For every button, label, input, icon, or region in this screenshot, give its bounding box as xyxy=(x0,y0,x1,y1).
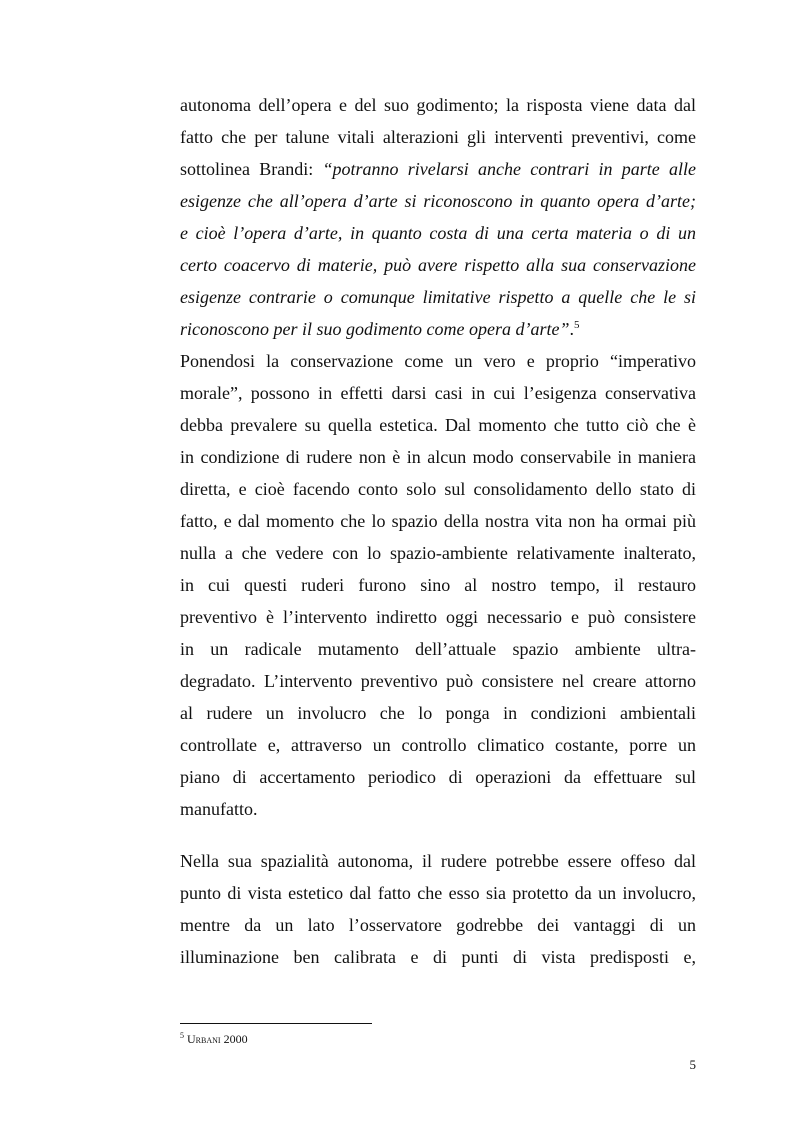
body-line: illuminazione ben calibrata e di punti di vista predisposti e, xyxy=(180,947,696,967)
body-line: controllate e, attraverso un controllo climatico costante, porre un xyxy=(180,735,696,755)
body-line: piano di accertamento periodico di operazioni da effettuare sul xyxy=(180,767,696,787)
body-line: fatto che per talune vitali alterazioni gli interventi preventivi, come xyxy=(180,127,696,147)
body-line: morale”, possono in effetti darsi casi in cui l’esigenza conservativa xyxy=(180,383,696,403)
body-line: punto di vista estetico dal fatto che esso sia protetto da un involucro, xyxy=(180,883,696,903)
footnote-number: 5 xyxy=(180,1031,184,1040)
footnote-reference: 5 xyxy=(573,319,580,331)
body-line: preventivo è l’intervento indiretto oggi necessario e può consistere xyxy=(180,607,696,627)
body-line: nulla a che vedere con lo spazio-ambiente relativamente inalterato, xyxy=(180,543,696,563)
footnote-year: 2000 xyxy=(223,1032,248,1046)
body-line: Ponendosi la conservazione come un vero e proprio “imperativo xyxy=(180,351,696,371)
quotation-line xyxy=(180,318,696,340)
body-line: in un radicale mutamento dell’attuale spazio ambiente ultra- xyxy=(180,639,696,659)
quotation-line: esigenze contrarie o comunque limitative rispetto a quelle che le si xyxy=(180,287,696,307)
footnote-author: Urbani xyxy=(187,1032,221,1046)
body-line: in condizione di rudere non è in alcun modo conservabile in maniera xyxy=(180,447,696,467)
body-line: Nella sua spazialità autonoma, il rudere potrebbe essere offeso dal xyxy=(180,851,696,871)
body-text: sottolinea Brandi: xyxy=(180,159,323,179)
body-line: autonoma dell’opera e del suo godimento; la risposta viene data dal xyxy=(180,95,696,115)
body-line: diretta, e cioè facendo conto solo sul consolidamento dello stato di xyxy=(180,479,696,499)
quotation-text: “potranno rivelarsi anche contrari in parte alle xyxy=(322,159,697,179)
body-text: . xyxy=(569,319,574,339)
page-number: 5 xyxy=(689,1057,696,1072)
quotation-text: riconoscono per il suo godimento come opera d’arte” xyxy=(180,319,570,339)
body-line: manufatto. xyxy=(180,799,258,819)
quotation-line: certo coacervo di materie, può avere rispetto alla sua conservazione xyxy=(180,255,696,275)
quotation-line: e cioè l’opera d’arte, in quanto costa di una certa materia o di un xyxy=(180,223,696,243)
quotation-line: esigenze che all’opera d’arte si riconoscono in quanto opera d’arte; xyxy=(180,191,696,211)
body-line: fatto, e dal momento che lo spazio della nostra vita non ha ormai più xyxy=(180,511,696,531)
footnote xyxy=(180,1031,248,1047)
footnote-divider xyxy=(180,1023,372,1024)
body-line: degradato. L’intervento preventivo può consistere nel creare attorno xyxy=(180,671,696,691)
body-line: mentre da un lato l’osservatore godrebbe dei vantaggi di un xyxy=(180,915,696,935)
body-line xyxy=(180,158,696,180)
body-line: al rudere un involucro che lo ponga in condizioni ambientali xyxy=(180,703,696,723)
body-line: debba prevalere su quella estetica. Dal momento che tutto ciò che è xyxy=(180,415,696,435)
body-line: in cui questi ruderi furono sino al nostro tempo, il restauro xyxy=(180,575,696,595)
